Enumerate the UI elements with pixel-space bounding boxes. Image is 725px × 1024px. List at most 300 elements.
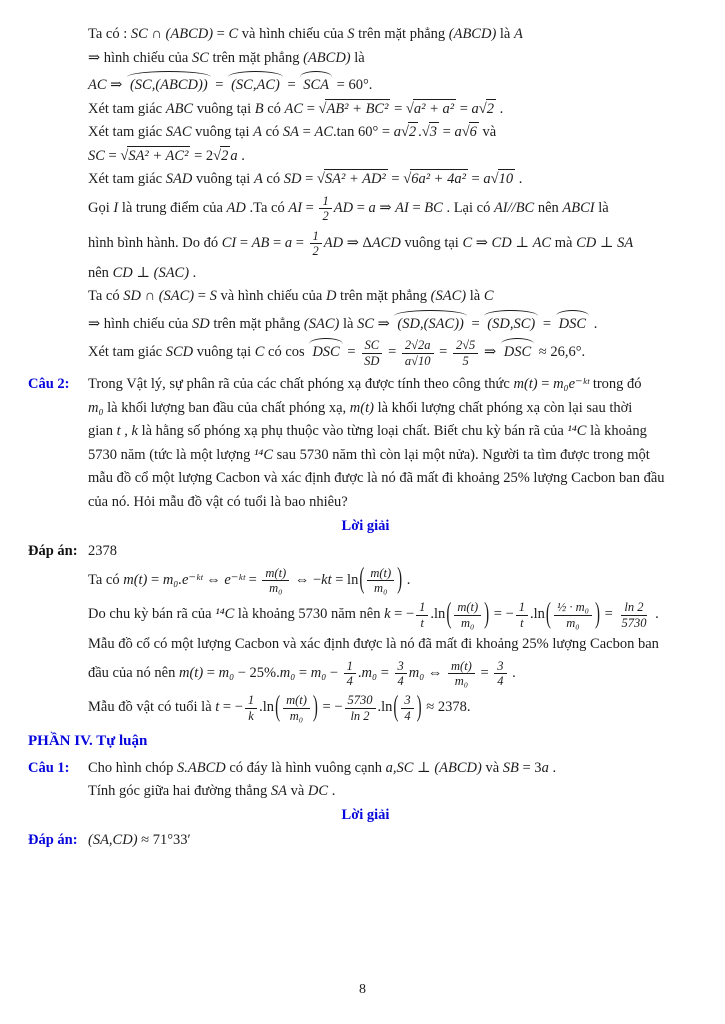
- math-run: (ABCD): [303, 49, 351, 66]
- text-run: Lời giải: [341, 806, 390, 823]
- text-run: trên mặt phẳng: [208, 49, 304, 66]
- math-run: AI: [288, 200, 303, 217]
- sqrt-expression: [491, 169, 515, 187]
- text-run: .: [237, 147, 245, 164]
- radical-sign: √: [421, 124, 429, 141]
- text-run: và: [286, 783, 308, 800]
- math-run: ACD: [371, 235, 401, 251]
- math-run: m(t): [179, 664, 204, 681]
- math-run: SD: [191, 315, 210, 332]
- math-run: S: [347, 26, 355, 42]
- math-run: m₀e⁻ᵏᵗ: [553, 376, 590, 393]
- text-run: =: [601, 606, 617, 623]
- numerator: 1: [416, 600, 428, 615]
- math-run: a: [284, 235, 293, 251]
- text-run: =: [292, 235, 308, 251]
- math-run: I: [113, 200, 119, 217]
- text-run: =: [295, 664, 311, 681]
- text-run: và: [478, 124, 497, 141]
- numerator: 5730: [345, 693, 376, 708]
- fraction: [453, 338, 478, 368]
- text-run: =: [387, 171, 404, 188]
- text-run: 5730 năm (tức là một lượng: [88, 446, 254, 463]
- numerator: 1: [516, 600, 528, 615]
- radical-sign: √: [478, 100, 486, 117]
- doc-line: [88, 169, 703, 190]
- math-run: a: [368, 200, 376, 217]
- doc-line: [88, 781, 703, 802]
- numerator: m(t): [448, 659, 475, 674]
- doc-line: [88, 71, 703, 96]
- radicand: a² + a²: [413, 100, 455, 117]
- text-run: ⇒: [106, 77, 126, 94]
- text-run: Do chu kỳ bán rã của: [88, 606, 216, 623]
- text-run: là khoảng 5730 năm nên: [234, 606, 385, 623]
- math-run: a: [230, 147, 238, 164]
- text-run: ⊥: [596, 235, 618, 251]
- text-run: trong đó: [589, 376, 642, 393]
- text-run: hình bình hành. Do đó: [88, 235, 222, 251]
- big-paren: (: [545, 597, 551, 630]
- text-run: mà: [551, 235, 577, 251]
- doc-line: [88, 468, 703, 489]
- radical-sign: √: [405, 100, 413, 117]
- text-run: vuông tại: [191, 124, 254, 141]
- text-run: ⇒ Δ: [343, 235, 372, 251]
- radical-sign: √: [490, 171, 498, 188]
- math-run: SAC: [165, 124, 192, 141]
- math-run: k: [384, 606, 391, 623]
- text-run: là khoảng: [586, 423, 647, 440]
- text-run: Cho hình chóp: [88, 759, 178, 776]
- numerator: 3: [401, 693, 413, 708]
- text-run: là trung điểm của: [118, 200, 227, 217]
- math-run: CD: [576, 235, 597, 251]
- math-run: m(t): [513, 376, 538, 393]
- sqrt-expression: [120, 146, 190, 164]
- denominator: m₀: [269, 581, 283, 596]
- text-run: .: [403, 571, 411, 588]
- fraction: [345, 693, 376, 723]
- doc-line: [88, 48, 703, 69]
- text-run: nên: [88, 264, 113, 281]
- denominator: 2: [312, 244, 319, 259]
- math-run: kt: [321, 571, 332, 588]
- sqrt-expression: [319, 99, 391, 117]
- text-run: ⊥: [413, 759, 435, 776]
- text-run: =: [408, 200, 425, 217]
- math-run: AI: [395, 200, 409, 217]
- numerator: 3: [395, 659, 407, 674]
- text-run: .: [496, 100, 504, 117]
- text-run: có: [261, 124, 283, 141]
- text-run: Mẫu đồ cổ có một lượng Cacbon và xác định được là nó đã mất đi khoảng 25% lượng Cacbon ban: [88, 636, 659, 653]
- math-run: CI: [221, 235, 237, 251]
- fraction: [361, 338, 382, 368]
- radicand: 6: [469, 124, 477, 141]
- denominator: 5730: [621, 615, 647, 630]
- math-run: SC: [357, 315, 374, 332]
- math-run: ABCI: [562, 200, 595, 217]
- page-number: 8: [359, 982, 366, 997]
- doc-line: [88, 193, 703, 225]
- text-run: mẫu đồ cổ một lượng Cacbon và xác định được là nó đã mất đi khoảng 25% lượng Cacbon ban đầu: [88, 470, 665, 487]
- math-run: A: [253, 171, 263, 188]
- text-run: có: [263, 100, 285, 117]
- text-run: =: [467, 171, 484, 188]
- text-run: .ln: [530, 606, 545, 623]
- angle-hat-expression: DSC: [309, 338, 342, 363]
- math-run: A: [253, 124, 262, 141]
- text-run: ≈ 2378.: [422, 699, 471, 716]
- text-run: = ln: [331, 571, 359, 588]
- math-run: CD: [112, 264, 133, 281]
- text-run: .: [590, 315, 598, 332]
- sqrt-expression: [317, 169, 388, 187]
- math-run: SD: [123, 288, 141, 305]
- numerator: 1: [319, 194, 331, 209]
- math-run: DC: [307, 783, 329, 800]
- text-run: là: [350, 49, 365, 66]
- math-run: C: [228, 26, 239, 42]
- text-run: −: [326, 664, 342, 681]
- text-run: PHẦN IV. Tự luận: [28, 733, 148, 750]
- math-run: (SA,CD): [88, 832, 138, 849]
- denominator: ln 2: [350, 708, 370, 723]
- text-run: có: [262, 171, 284, 188]
- text-run: =: [439, 124, 455, 141]
- solution-heading: [28, 516, 703, 537]
- text-run: ⇒ hình chiếu của: [88, 315, 192, 332]
- text-run: − 25%.: [234, 664, 280, 681]
- math-run: ¹⁴C: [253, 446, 274, 463]
- doc-line: [88, 310, 703, 335]
- text-run: ,: [120, 423, 132, 440]
- math-run: AD: [333, 200, 354, 217]
- text-run: .: [328, 783, 336, 800]
- doc-line: [28, 374, 703, 395]
- text-run: =: [147, 571, 163, 588]
- numerator: 1: [310, 229, 322, 244]
- doc-line: [88, 658, 703, 690]
- denominator: 5: [462, 353, 469, 368]
- math-run: m(t): [349, 399, 374, 416]
- math-run: t: [116, 423, 121, 440]
- numerator: SC: [362, 338, 383, 353]
- text-run: ⊥: [511, 235, 533, 251]
- math-run: m₀: [88, 399, 104, 416]
- question-label: Câu 2:: [28, 376, 70, 393]
- text-run: =: [302, 200, 318, 217]
- radicand: 6a² + 4a²: [411, 171, 466, 188]
- denominator: 4: [397, 674, 404, 689]
- numerator: m(t): [283, 693, 310, 708]
- doc-line: [88, 692, 703, 724]
- text-run: =: [467, 315, 484, 332]
- denominator: m₀: [566, 615, 580, 630]
- fraction: [454, 600, 481, 630]
- radicand: 3: [429, 124, 438, 141]
- doc-line: [88, 398, 703, 419]
- big-paren: (: [359, 563, 365, 596]
- text-run: =: [456, 100, 472, 117]
- math-run: SCD: [165, 344, 194, 361]
- text-run: =: [203, 664, 219, 681]
- text-run: .Ta có: [245, 200, 289, 217]
- fraction: [516, 600, 528, 630]
- text-run: = 2: [190, 147, 214, 164]
- text-run: =: [384, 344, 400, 361]
- doc-line: [88, 24, 703, 45]
- sqrt-expression: [479, 99, 496, 117]
- math-run: AD: [226, 200, 246, 217]
- radical-sign: √: [318, 100, 326, 117]
- text-run: là: [339, 315, 358, 332]
- denominator: 4: [346, 674, 353, 689]
- denominator: 4: [404, 708, 411, 723]
- math-run: a,SC: [385, 759, 414, 776]
- text-run: .tan 60° =: [333, 124, 394, 141]
- angle-hat-expression: DSC: [556, 310, 589, 335]
- text-run: Xét tam giác: [88, 344, 166, 361]
- text-run: có cos: [264, 344, 309, 361]
- text-run: vuông tại: [193, 100, 255, 117]
- big-paren: (: [393, 691, 399, 724]
- numerator: 2√5: [453, 338, 478, 353]
- text-run: Xét tam giác: [88, 171, 166, 188]
- text-run: ⇒: [472, 235, 492, 251]
- math-run: AC: [88, 77, 107, 94]
- text-run: Gọi: [88, 200, 114, 217]
- denominator: k: [248, 708, 254, 723]
- text-run: = −: [390, 606, 415, 623]
- fraction: [618, 600, 649, 630]
- text-run: =: [537, 376, 554, 393]
- text-run: là khối lượng ban đầu của chất phóng xạ,: [103, 399, 350, 416]
- math-run: ¹⁴C: [567, 423, 587, 440]
- fraction: [401, 693, 413, 723]
- math-run: S: [209, 288, 217, 305]
- doc-line: [88, 99, 703, 120]
- text-run: Lời giải: [341, 517, 390, 534]
- angle-hat-expression: (SC,AC): [228, 71, 283, 96]
- math-run: a: [471, 100, 479, 117]
- numerator: 2√2a: [402, 338, 434, 353]
- denominator: m₀: [374, 581, 388, 596]
- text-run: =: [244, 571, 261, 588]
- math-run: a: [483, 171, 491, 188]
- math-run: SA: [617, 235, 634, 251]
- fraction: [416, 600, 428, 630]
- text-run: vuông tại: [400, 235, 463, 251]
- radicand: SA² + AC²: [128, 147, 189, 164]
- doc-line: [88, 263, 703, 284]
- text-run: là: [594, 200, 609, 217]
- text-run: . Lại có: [442, 200, 494, 217]
- section-heading: [28, 731, 703, 752]
- radicand: AB² + BC²: [326, 100, 389, 117]
- radicand: 2: [408, 124, 417, 141]
- math-run: m₀.e⁻ᵏᵗ: [162, 571, 203, 588]
- doc-line: [28, 758, 703, 779]
- big-paren: (: [275, 691, 281, 724]
- text-run: =: [301, 171, 317, 188]
- math-run: e⁻ᵏᵗ: [224, 571, 245, 588]
- text-run: =: [377, 664, 393, 681]
- text-run: trên mặt phẳng: [354, 26, 449, 42]
- text-run: = −: [219, 699, 243, 716]
- text-run: Ta có :: [88, 26, 131, 42]
- math-run: AD: [323, 235, 344, 251]
- document-content: [28, 24, 703, 854]
- math-run: D: [325, 288, 337, 305]
- text-run: Ta có: [88, 288, 124, 305]
- fraction: [395, 659, 407, 689]
- math-run: B: [254, 100, 264, 117]
- doc-line: [88, 599, 703, 631]
- math-run: (SAC): [158, 288, 195, 305]
- angle-hat-expression: (SD,SC): [484, 310, 538, 335]
- doc-line: [88, 146, 703, 167]
- denominator: t: [420, 615, 425, 630]
- angle-hat-expression: DSC: [501, 338, 534, 363]
- math-run: (SAC): [153, 264, 190, 281]
- math-run: AC: [284, 100, 304, 117]
- text-run: =: [236, 235, 252, 251]
- math-run: a: [541, 759, 549, 776]
- text-run: ⇒: [480, 344, 500, 361]
- math-run: m(t): [123, 571, 148, 588]
- math-run: ¹⁴C: [215, 606, 235, 623]
- math-run: SAD: [165, 171, 193, 188]
- math-run: AC: [532, 235, 552, 251]
- math-run: (ABCD): [434, 759, 482, 776]
- solution-heading: [28, 805, 703, 826]
- big-paren: ): [484, 597, 490, 630]
- text-run: ⇒ hình chiếu của: [88, 49, 192, 66]
- doc-line: [88, 286, 703, 307]
- angle-hat-expression: (SD,(SAC)): [394, 310, 466, 335]
- math-run: SA: [282, 124, 300, 141]
- text-run: .ln: [259, 699, 275, 716]
- text-run: gian: [88, 423, 117, 440]
- angle-hat-expression: SCA: [300, 71, 332, 96]
- text-run: đầu của nó nên: [88, 664, 179, 681]
- doc-line: [28, 541, 703, 562]
- text-run: .: [548, 759, 557, 776]
- text-run: Xét tam giác: [88, 100, 166, 117]
- text-run: =: [269, 235, 285, 251]
- text-run: của nó. Hỏi mẫu đồ vật có tuổi là bao nhiêu?: [88, 493, 348, 510]
- denominator: m₀: [461, 615, 475, 630]
- fraction: [283, 693, 310, 723]
- numerator: 3: [494, 659, 506, 674]
- doc-line: [28, 830, 703, 851]
- big-paren: ): [595, 597, 601, 630]
- numerator: m(t): [454, 600, 481, 615]
- fraction: [554, 600, 592, 630]
- math-run: SB: [502, 759, 519, 776]
- big-paren: ): [397, 563, 403, 596]
- fraction: [245, 693, 257, 723]
- denominator: t: [520, 615, 524, 630]
- radical-sign: √: [316, 171, 324, 188]
- text-run: =: [194, 288, 210, 305]
- radical-sign: √: [461, 124, 469, 141]
- text-run: =: [299, 124, 315, 141]
- text-run: = 60°.: [333, 77, 373, 94]
- fraction: [367, 566, 394, 596]
- fraction: [448, 659, 475, 689]
- math-run: (ABCD): [448, 26, 497, 42]
- fraction: [319, 194, 331, 224]
- radical-sign: √: [403, 171, 411, 188]
- numerator: m(t): [367, 566, 394, 581]
- sqrt-expression: [213, 146, 230, 164]
- big-paren: (: [446, 597, 452, 630]
- numerator: ln 2: [621, 600, 646, 615]
- math-run: BC: [424, 200, 443, 217]
- radicand: 2: [221, 147, 229, 164]
- text-run: .: [189, 264, 197, 281]
- radicand: 2: [486, 100, 494, 117]
- text-run: ∩: [140, 288, 159, 305]
- text-run: vuông tại: [192, 171, 254, 188]
- text-run: Mẫu đồ vật có tuổi là: [88, 699, 216, 716]
- math-run: C: [462, 235, 473, 251]
- math-run: C: [483, 288, 494, 305]
- angle-hat-expression: (SC,(ABCD)): [127, 71, 211, 96]
- text-run: =: [353, 200, 369, 217]
- text-run: =: [390, 100, 406, 117]
- text-run: nên: [534, 200, 563, 217]
- text-run: ≈ 71°33′: [137, 832, 191, 849]
- text-run: và hình chiếu của: [216, 288, 326, 305]
- sqrt-expression: [462, 122, 479, 140]
- doc-line: [88, 337, 703, 369]
- numerator: 1: [245, 693, 257, 708]
- denominator: 4: [497, 674, 504, 689]
- math-run: (ABCD): [165, 26, 214, 42]
- text-run: = −: [490, 606, 514, 623]
- big-paren: ): [312, 691, 318, 724]
- text-run: .: [515, 171, 523, 188]
- text-run: 2378: [88, 543, 117, 560]
- text-run: Tính góc giữa hai đường thẳng: [88, 783, 271, 800]
- text-run: = −: [318, 699, 343, 716]
- math-run: k: [131, 423, 138, 440]
- text-run: ⇒: [374, 315, 394, 332]
- numerator: ½ · m₀: [554, 600, 592, 615]
- radicand: 10: [498, 171, 514, 188]
- math-run: m₀: [408, 664, 425, 681]
- text-run: và hình chiếu của: [238, 26, 348, 42]
- text-run: Xét tam giác: [88, 124, 166, 141]
- text-run: .ln: [377, 699, 393, 716]
- math-run: m₀: [310, 664, 327, 681]
- text-run: ⇔: [202, 571, 225, 588]
- doc-line: [88, 492, 703, 513]
- math-run: SC: [130, 26, 148, 42]
- denominator: m₀: [289, 708, 304, 723]
- math-run: AI//BC: [493, 200, 535, 217]
- big-paren: ): [416, 691, 422, 724]
- text-run: ⇒: [375, 200, 396, 217]
- math-run: t: [215, 699, 220, 716]
- text-run: = 3: [518, 759, 542, 776]
- text-run: =: [539, 315, 555, 332]
- denominator: a√10: [404, 353, 431, 368]
